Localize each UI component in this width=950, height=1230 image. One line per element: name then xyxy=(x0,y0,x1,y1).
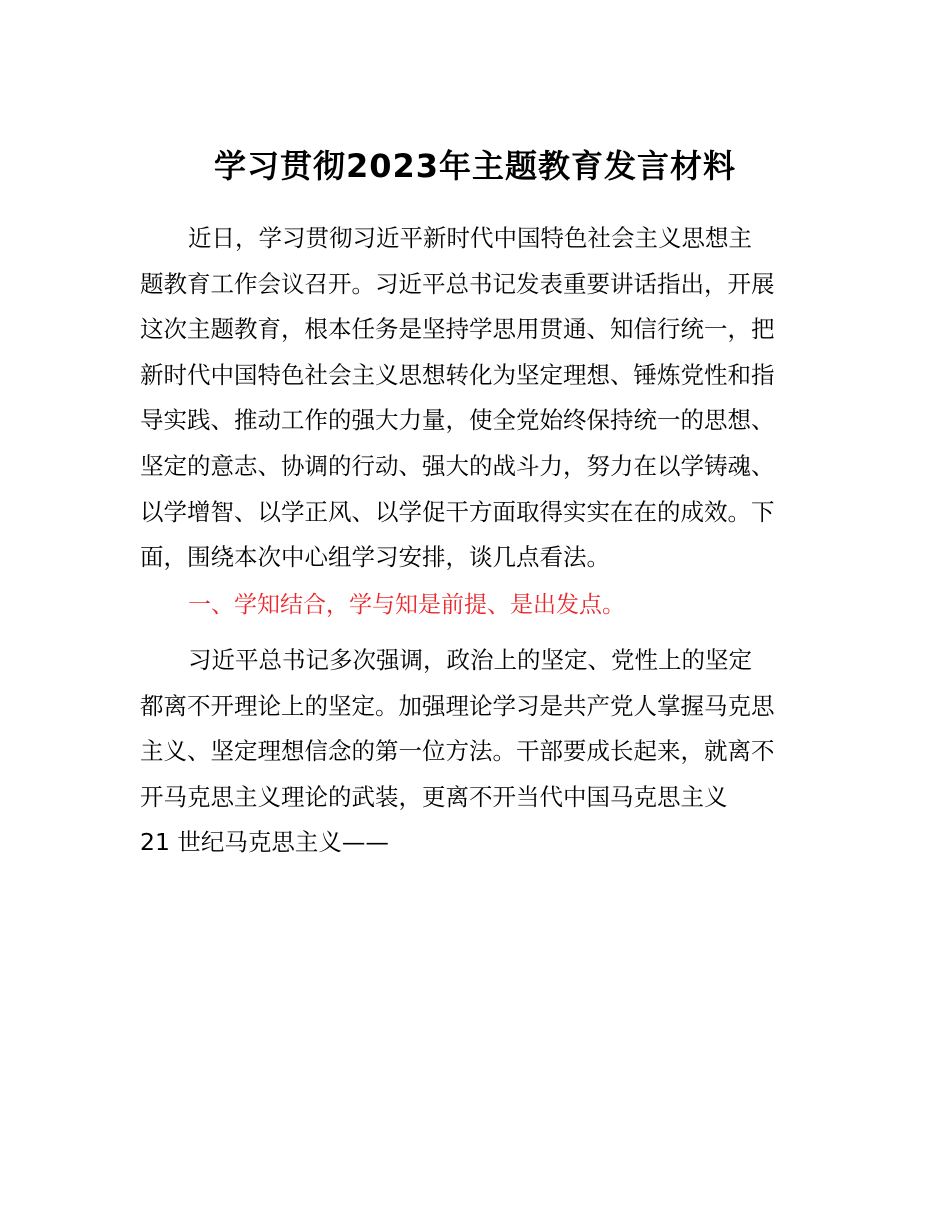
paragraph-line: 21 世纪马克思主义—— xyxy=(140,828,389,857)
body-paragraph xyxy=(140,638,820,866)
paragraph-line: 主义、坚定理想信念的第一位方法。干部要成长起来，就离不 xyxy=(140,737,775,766)
paragraph-line: 以学增智、以学正风、以学促干方面取得实实在在的成效。下 xyxy=(140,497,775,526)
paragraph-line: 题教育工作会议召开。习近平总书记发表重要讲话指出，开展 xyxy=(140,269,775,298)
paragraph-line: 开马克思主义理论的武装，更离不开当代中国马克思主义 xyxy=(140,782,728,811)
paragraph-line: 导实践、推动工作的强大力量，使全党始终保持统一的思想、 xyxy=(140,406,775,435)
intro-paragraph xyxy=(140,216,820,581)
paragraph-line: 习近平总书记多次强调，政治上的坚定、党性上的坚定 xyxy=(188,646,752,674)
section-heading: 一、学知结合，学与知是前提、是出发点。 xyxy=(188,592,625,618)
paragraph-line: 近日，学习贯彻习近平新时代中国特色社会主义思想主 xyxy=(188,224,752,252)
paragraph-line: 坚定的意志、协调的行动、强大的战斗力，努力在以学铸魂、 xyxy=(140,451,775,480)
paragraph-line: 都离不开理论上的坚定。加强理论学习是共产党人掌握马克思 xyxy=(140,691,775,720)
paragraph-line: 新时代中国特色社会主义思想转化为坚定理想、锤炼党性和指 xyxy=(140,360,775,389)
document-title: 学习贯彻2023年主题教育发言材料 xyxy=(213,147,737,185)
paragraph-line: 这次主题教育，根本任务是坚持学思用贯通、知信行统一，把 xyxy=(140,315,775,344)
paragraph-line: 面，围绕本次中心组学习安排，谈几点看法。 xyxy=(140,543,610,572)
